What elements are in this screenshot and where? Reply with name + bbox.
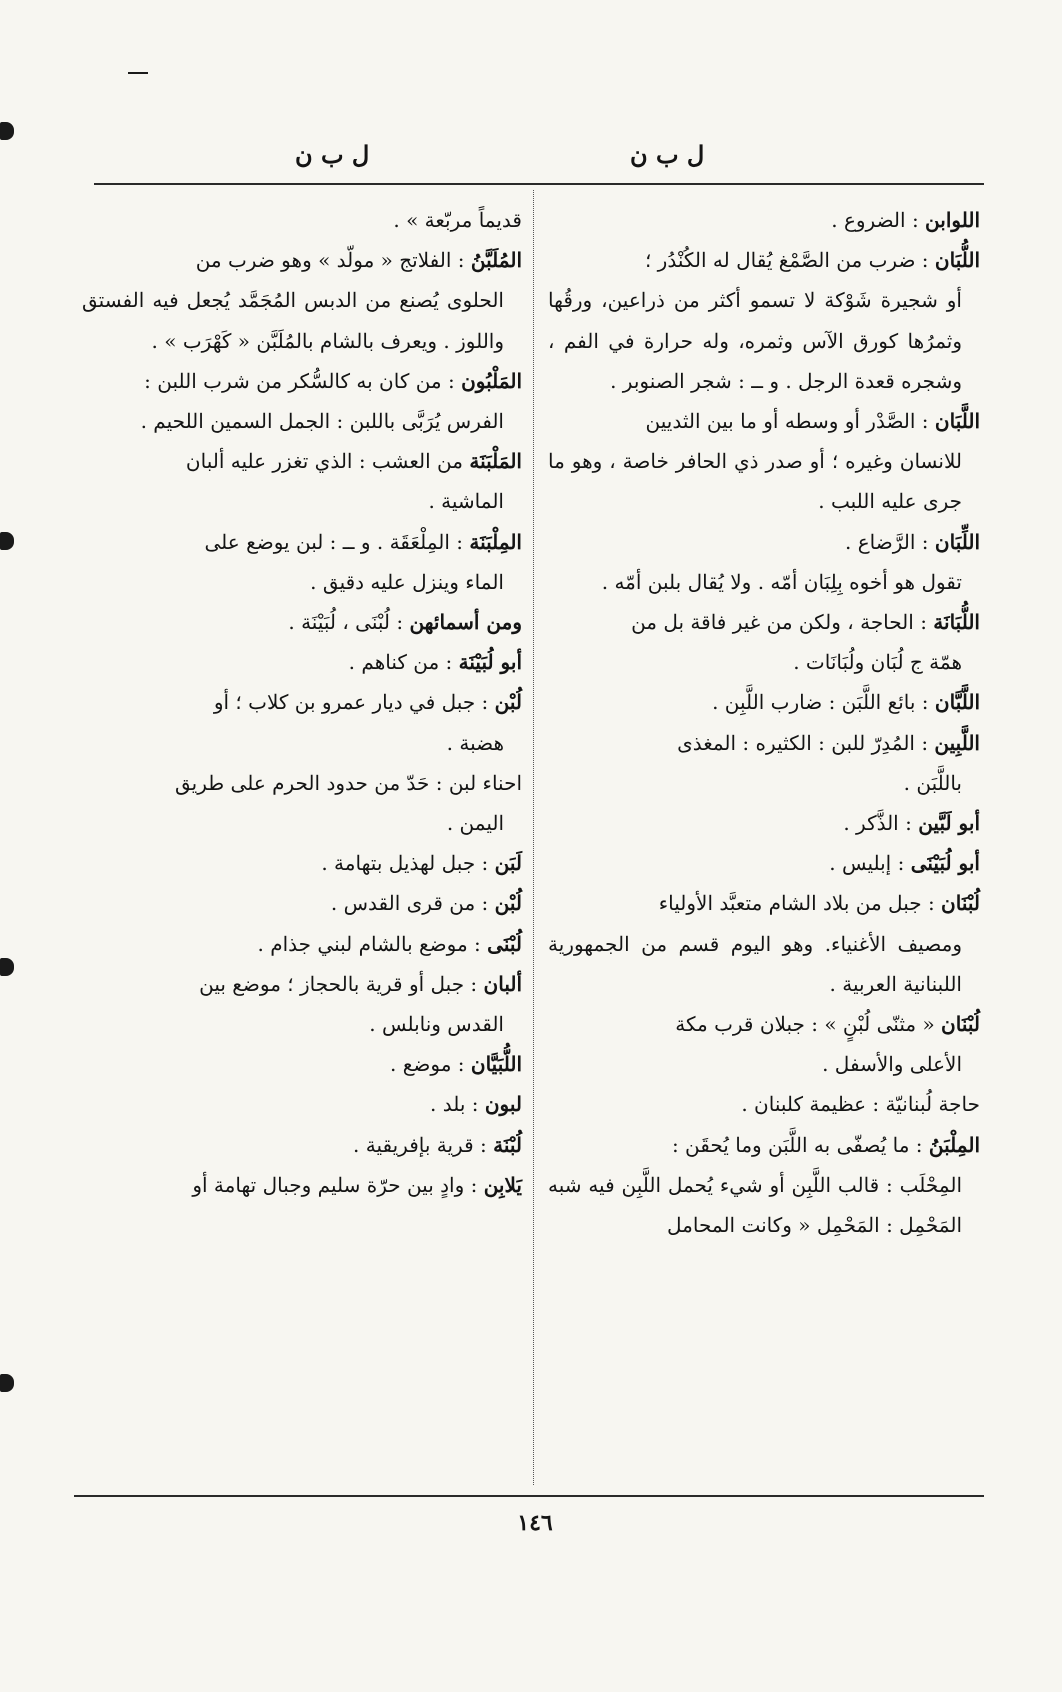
dictionary-entry [548, 843, 980, 883]
entry-headword: أبو لَبَّين [918, 811, 980, 836]
dictionary-entry [82, 763, 522, 843]
entry-headword: أبو لُبَيْنَة [458, 650, 522, 675]
entry-definition: : وادٍ بين حرّة سليم وجبال تهامة أو [192, 1172, 484, 1197]
entry-definition: : من كناهم . [348, 650, 459, 675]
entry-continuation: للانسان وغيره ؛ أو صدر ذي الحافر خاصة ، وهو ما جرى عليه اللبب . [548, 449, 962, 514]
entry-line [82, 1044, 522, 1084]
entry-line [548, 1084, 980, 1124]
entry-line [548, 682, 980, 722]
dictionary-entry [82, 602, 522, 642]
dictionary-entry [82, 1165, 522, 1205]
dictionary-entry [548, 1004, 980, 1084]
entry-line [548, 200, 980, 240]
entry-continuation: القدس ونابلس . [369, 1012, 504, 1037]
entry-headword: اللُّبَانَة [933, 610, 980, 635]
scan-edge-mark [0, 122, 14, 140]
entry-headword: المَلْبَنَة [469, 449, 522, 474]
entry-headword: ألبان [483, 971, 522, 996]
entry-definition: : ما يُصفّى به اللَّبَن وما يُحقَن : [671, 1132, 929, 1157]
entry-continuation: اليمن . [446, 811, 504, 836]
entry-definition: حاجة لُبنانيّة : عظيمة كلبنان . [741, 1092, 980, 1117]
entry-line [82, 843, 522, 883]
scan-edge-mark [0, 532, 14, 550]
entry-line [548, 602, 980, 642]
header-rule [94, 183, 984, 185]
entry-definition: : الصَّدْر أو وسطه أو ما بين الثديين [645, 409, 935, 434]
entry-definition: : جبل في ديار عمرو بن كلاب ؛ أو [213, 690, 495, 715]
entry-headword: لَبَن [494, 851, 522, 876]
entry-line [548, 723, 980, 763]
dictionary-entry [548, 1125, 980, 1246]
entry-continuation: المِحْلَب : قالب اللَّبِن أو شيء يُحمل اللَّبِن فيه شبه المَحْمِل : المَحْمِل « وكانت المحامل [548, 1172, 962, 1238]
dictionary-entry [548, 803, 980, 843]
entry-headword: المِلْبَنُ [928, 1132, 980, 1157]
entry-continuation: أو شجيرة شَوْكة لا تسمو أكثر من ذراعين، ورقُها وثمرُها كورق الآس وثمره، وله حرارة في الفم ، وشجره قعدة الرجل . و ــ : شجر الصنوبر . [548, 288, 962, 393]
entry-headword: اللوابن [925, 208, 980, 232]
running-head-left: ل ب ن [295, 140, 370, 169]
entry-headword: اللَّبَان [934, 409, 980, 434]
entry-continuation: الماشية . [428, 489, 504, 514]
entry-line [82, 522, 522, 562]
entry-definition: : ضرب من الصَّمْغ يُقال له الكُنْدُر ؛ [644, 248, 935, 273]
entry-headword: لُبْنَة [493, 1132, 522, 1157]
entry-continuation: باللَّبَن . [903, 770, 962, 795]
dictionary-entry [82, 441, 522, 521]
entry-definition: : الرَّضاع . [845, 529, 935, 554]
entry-line [82, 361, 522, 401]
entry-definition: : الحاجة ، ولكن من غير فاقة بل من [631, 610, 934, 635]
entry-definition: « مثنّى لُبْنٍ » : جبلان قرب مكة [675, 1012, 942, 1037]
entry-line [548, 522, 980, 562]
entry-headword: المِلْبَنَة [469, 529, 522, 554]
entry-definition: : من كان به كالسُّكر من شرب اللبن : [144, 368, 462, 393]
entry-definition: : المُدِرّ للبن : الكثيره : المغذى [677, 730, 935, 755]
scan-edge-mark [0, 958, 14, 976]
entry-continuation: الماء وينزل عليه دقيق . [310, 569, 504, 594]
dictionary-entry [548, 200, 980, 240]
entry-line [548, 1125, 980, 1165]
entry-headword: لبون [484, 1092, 522, 1117]
entry-line [82, 441, 522, 481]
entry-line [548, 803, 980, 843]
entry-line [82, 1125, 522, 1165]
entry-definition: : جبل لهذيل بتهامة . [321, 851, 495, 876]
dictionary-entry [82, 883, 522, 923]
entry-headword: لُبْن [494, 891, 522, 916]
dictionary-entry [82, 924, 522, 964]
dictionary-entry [548, 522, 980, 602]
dictionary-entry [548, 1084, 980, 1124]
entry-headword: المُلَبَّنُ [470, 248, 522, 273]
dictionary-entry [548, 401, 980, 522]
entry-line [82, 200, 522, 240]
entry-line [82, 240, 522, 280]
right-column [548, 200, 980, 1245]
column-divider [533, 190, 534, 1485]
dictionary-entry [82, 361, 522, 441]
entry-line [82, 883, 522, 923]
footer-rule [74, 1495, 984, 1497]
entry-definition: : لُبْنَى ، لُبَيْنَة . [288, 610, 410, 635]
entry-headword: اللُّبَيَّان [470, 1052, 522, 1077]
entry-definition: : بلد . [429, 1092, 485, 1117]
entry-headword: اللَّبِين [934, 730, 980, 755]
entry-continuation: همّة ج لُبَان ولُبَانَات . [793, 650, 962, 675]
entry-definition: : جبل من بلاد الشام متعبَّد الأولياء [658, 891, 942, 916]
entry-line [82, 642, 522, 682]
dictionary-entry [82, 1084, 522, 1124]
entry-line [82, 1084, 522, 1124]
dictionary-entry [82, 682, 522, 762]
entry-definition: : بائع اللَّبَن : ضارب اللَّبِن . [712, 690, 935, 715]
entry-line [82, 924, 522, 964]
dictionary-entry [548, 723, 980, 803]
entry-definition: : الضروع . [831, 208, 926, 232]
dictionary-entry [548, 883, 980, 1004]
entry-headword: أبو لُبَيْنَى [910, 851, 980, 876]
entry-definition: : الذَّكر . [843, 811, 919, 836]
entry-definition: احناء لبن : حَدّ من حدود الحرم على طريق [174, 770, 522, 795]
dictionary-entry [548, 682, 980, 722]
entry-definition: : من قرى القدس . [330, 891, 495, 916]
entry-line [82, 682, 522, 722]
entry-definition: : إبليس . [829, 851, 911, 876]
entry-definition: : قرية بإفريقية . [353, 1132, 494, 1157]
dictionary-entry [82, 1044, 522, 1084]
dictionary-entry [548, 240, 980, 401]
entry-continuation: الحلوى يُصنع من الدبس المُجَمَّد يُجعل فيه الفستق واللوز . ويعرف بالشام بالمُلَبَّن « كَهْرَب » . [82, 288, 504, 353]
entry-line [82, 964, 522, 1004]
dictionary-entry [82, 843, 522, 883]
dictionary-entry [82, 200, 522, 240]
entry-line [548, 883, 980, 923]
entry-line [548, 401, 980, 441]
entry-line [548, 1004, 980, 1044]
entry-continuation: هضبة . [446, 730, 504, 755]
entry-definition: : المِلْعَقَة . و ــ : لبن يوضع على [204, 529, 470, 554]
entry-line [548, 240, 980, 280]
dictionary-entry [82, 1125, 522, 1165]
entry-definition: : موضع . [390, 1052, 471, 1077]
entry-line [82, 1165, 522, 1205]
entry-definition: : جبل أو قرية بالحجاز ؛ موضع بين [199, 971, 484, 996]
entry-headword: لُبْن [494, 690, 522, 715]
dictionary-entry [82, 642, 522, 682]
entry-definition: من العشب : الذي تغزر عليه ألبان [185, 449, 470, 474]
dictionary-entry [82, 522, 522, 602]
entry-headword: ومن أسمائهن [409, 610, 522, 635]
running-head-right: ل ب ن [630, 140, 705, 169]
entry-continuation: الأعلى والأسفل . [822, 1052, 962, 1077]
dictionary-entry [82, 964, 522, 1044]
entry-line [548, 843, 980, 883]
entry-headword: اللِّبَان [934, 529, 980, 554]
entry-line [82, 602, 522, 642]
entry-definition: : الفلاتج « مولّد » وهو ضرب من [195, 248, 471, 273]
entry-headword: اللُّبَان [934, 248, 980, 273]
entry-headword: لُبْنَى [487, 931, 522, 956]
entry-continuation: تقول هو أخوه بِلِبَان أمّه . ولا يُقال بلبن أمّه . [601, 569, 962, 594]
dictionary-entry [548, 602, 980, 682]
entry-line [82, 763, 522, 803]
entry-headword: يَلابِن [483, 1172, 522, 1197]
entry-definition: : موضع بالشام لبني جذام . [257, 931, 488, 956]
entry-continuation: ومصيف الأغنياء. وهو اليوم قسم من الجمهورية اللبنانية العربية . [548, 931, 962, 996]
scan-dash-mark [128, 72, 148, 74]
page-number: ١٤٦ [517, 1510, 553, 1536]
entry-headword: اللَّبَّان [934, 690, 980, 715]
scan-edge-mark [0, 1374, 14, 1392]
entry-definition: قديماً مربّعة » . [393, 208, 522, 232]
entry-continuation: الفرس يُرَبَّى باللبن : الجمل السمين اللحيم . [140, 409, 504, 434]
dictionary-entry [82, 240, 522, 361]
entry-headword: لُبْنَان [941, 1012, 980, 1037]
entry-headword: لُبْنَان [941, 891, 980, 916]
entry-headword: المَلْبُون [461, 368, 522, 393]
left-column [82, 200, 522, 1205]
